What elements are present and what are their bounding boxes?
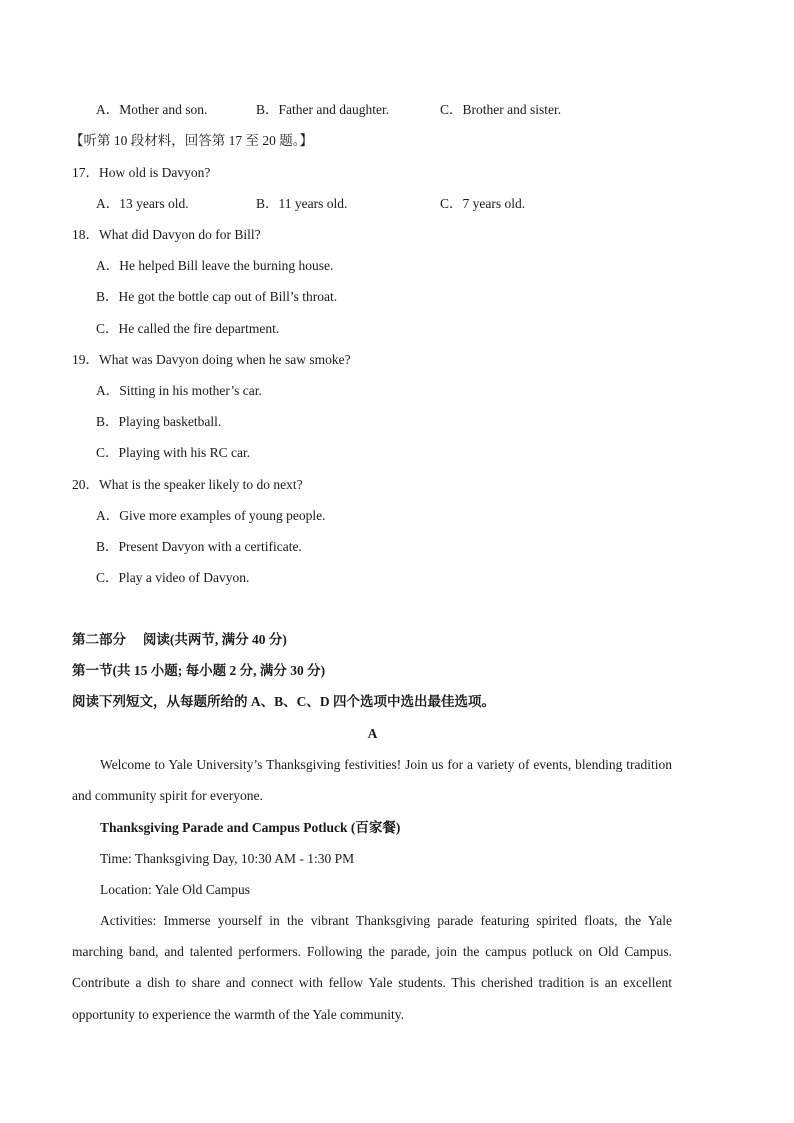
part2-heading: 第二部分 阅读(共两节, 满分 40 分) — [72, 632, 287, 647]
q18-stem: 18．What did Davyon do for Bill? — [72, 227, 261, 242]
q16-option-c[interactable]: C．Brother and sister. — [440, 102, 562, 117]
q17-option-a[interactable]: A．13 years old. — [96, 196, 189, 211]
q20-option-b[interactable]: B．Present Davyon with a certificate. — [96, 539, 302, 554]
event-location: Location: Yale Old Campus — [100, 882, 250, 897]
q18-option-c[interactable]: C．He called the fire department. — [96, 321, 280, 336]
passage-label: A — [367, 726, 378, 741]
event-title: Thanksgiving Parade and Campus Potluck (百家餐) — [100, 820, 401, 835]
q17-stem: 17．How old is Davyon? — [72, 165, 211, 180]
q16-option-a[interactable]: A．Mother and son. — [96, 102, 208, 117]
q17-option-c[interactable]: C．7 years old. — [440, 196, 526, 211]
q19-option-a[interactable]: A．Sitting in his mother’s car. — [96, 383, 262, 398]
passage-intro: Welcome to Yale University’s Thanksgiving festivities! Join us for a variety of events, blending tradition and community spirit for everyone. — [72, 757, 672, 804]
event-activities: Activities: Immerse yourself in the vibrant Thanksgiving parade featuring spirited floats, the Yale marching band, and talented performers. Following the parade, join the campus potluck on Old Campus. Contribute a dish to share and connect with fellow Yale students. This cherished tradition is an excellent opportunity to experience the warmth of the Yale community. — [72, 913, 672, 1022]
q16-option-b[interactable]: B．Father and daughter. — [256, 102, 390, 117]
section-note: 【听第 10 段材料，回答第 17 至 20 题。】 — [70, 133, 313, 148]
q18-option-b[interactable]: B．He got the bottle cap out of Bill’s throat. — [96, 289, 338, 304]
q20-option-c[interactable]: C．Play a video of Davyon. — [96, 570, 250, 585]
section1-heading: 第一节(共 15 小题; 每小题 2 分, 满分 30 分) — [72, 663, 326, 678]
reading-instruction: 阅读下列短文，从每题所给的 A、B、C、D 四个选项中选出最佳选项。 — [72, 694, 496, 709]
q20-option-a[interactable]: A．Give more examples of young people. — [96, 508, 326, 523]
q20-stem: 20．What is the speaker likely to do next? — [72, 477, 303, 492]
q18-option-a[interactable]: A．He helped Bill leave the burning house. — [96, 258, 334, 273]
event-time: Time: Thanksgiving Day, 10:30 AM - 1:30 PM — [100, 851, 355, 866]
q19-stem: 19．What was Davyon doing when he saw smoke? — [72, 352, 351, 367]
q17-option-b[interactable]: B．11 years old. — [256, 196, 348, 211]
q19-option-b[interactable]: B．Playing basketball. — [96, 414, 222, 429]
q19-option-c[interactable]: C．Playing with his RC car. — [96, 445, 251, 460]
